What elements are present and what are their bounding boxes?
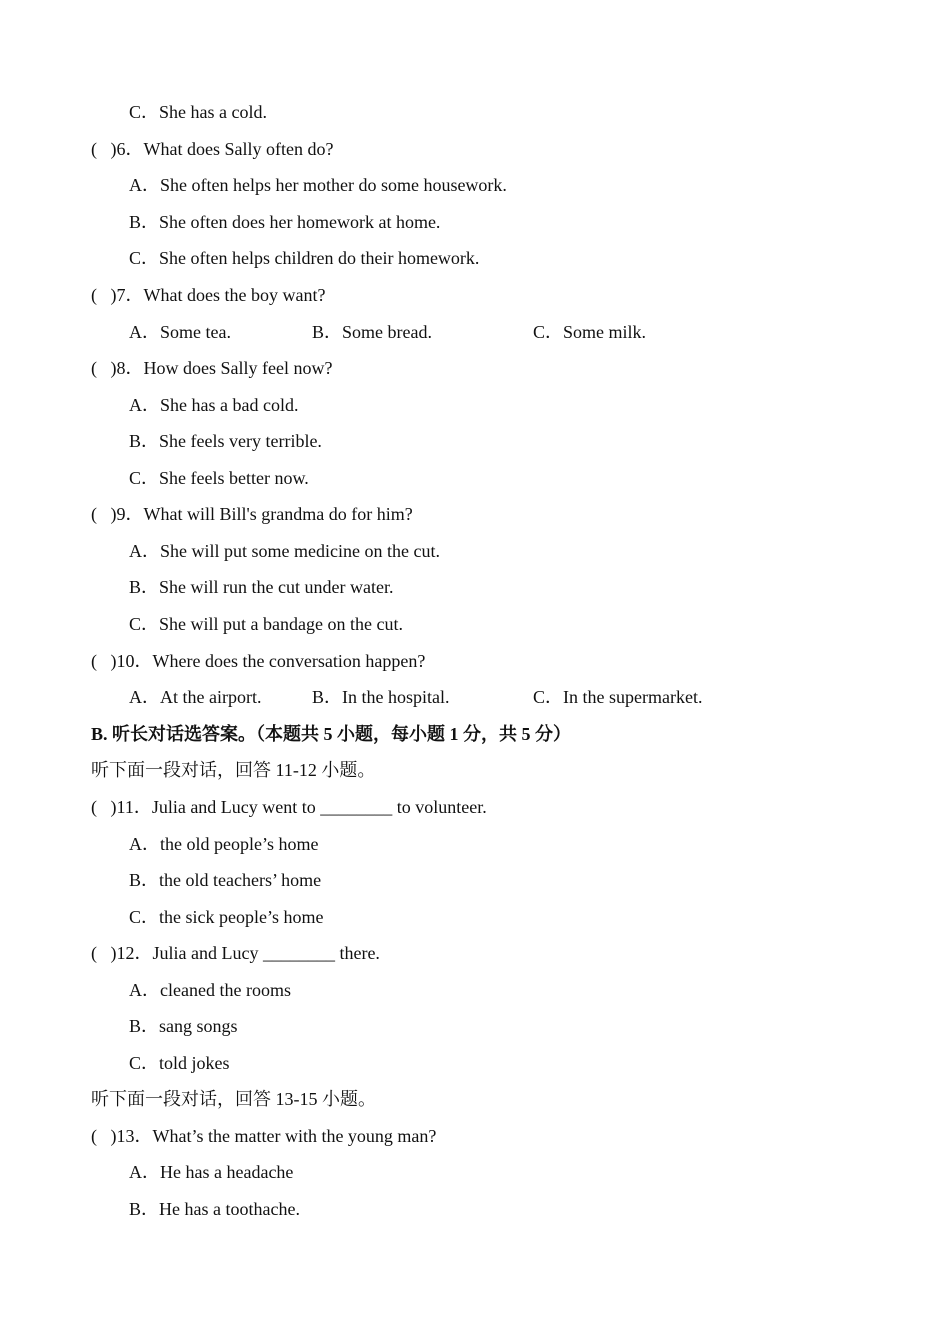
q8-option-c: C．She feels better now. — [129, 468, 309, 488]
question-8: ( )8．How does Sally feel now? — [91, 358, 333, 378]
q8-option-b: B．She feels very terrible. — [129, 431, 322, 451]
q10-option-c: C．In the supermarket. — [533, 687, 703, 707]
dialogue-instruction-2: 听下面一段对话，回答 13-15 小题。 — [91, 1089, 376, 1109]
q9-option-a: A．She will put some medicine on the cut. — [129, 541, 440, 561]
section-b-heading: B. 听长对话选答案。（本题共 5 小题，每小题 1 分，共 5 分） — [91, 724, 572, 744]
question-9: ( )9．What will Bill's grandma do for him? — [91, 504, 413, 524]
q5-option-c: C．She has a cold. — [129, 102, 267, 122]
q6-option-a: A．She often helps her mother do some housework. — [129, 175, 507, 195]
q9-option-c: C．She will put a bandage on the cut. — [129, 614, 403, 634]
q9-option-b: B．She will run the cut under water. — [129, 577, 394, 597]
question-6: ( )6．What does Sally often do? — [91, 139, 334, 159]
q13-option-a: A．He has a headache — [129, 1162, 294, 1182]
q11-option-a: A．the old people’s home — [129, 834, 319, 854]
q6-option-b: B．She often does her homework at home. — [129, 212, 441, 232]
q7-option-a: A．Some tea. — [129, 322, 231, 342]
question-13: ( )13．What’s the matter with the young man? — [91, 1126, 437, 1146]
q12-option-b: B．sang songs — [129, 1016, 238, 1036]
q10-option-b: B．In the hospital. — [312, 687, 450, 707]
q13-option-b: B．He has a toothache. — [129, 1199, 300, 1219]
q8-option-a: A．She has a bad cold. — [129, 395, 299, 415]
q10-option-a: A．At the airport. — [129, 687, 262, 707]
q7-option-c: C．Some milk. — [533, 322, 647, 342]
q12-option-a: A．cleaned the rooms — [129, 980, 291, 1000]
q6-option-c: C．She often helps children do their homework. — [129, 248, 480, 268]
question-7: ( )7．What does the boy want? — [91, 285, 326, 305]
q7-option-b: B．Some bread. — [312, 322, 432, 342]
question-12: ( )12．Julia and Lucy ________ there. — [91, 943, 380, 963]
q12-option-c: C．told jokes — [129, 1053, 230, 1073]
q11-option-c: C．the sick people’s home — [129, 907, 324, 927]
question-11: ( )11．Julia and Lucy went to ________ to volunteer. — [91, 797, 487, 817]
dialogue-instruction-1: 听下面一段对话，回答 11-12 小题。 — [91, 760, 376, 780]
question-10: ( )10．Where does the conversation happen? — [91, 651, 426, 671]
q11-option-b: B．the old teachers’ home — [129, 870, 322, 890]
